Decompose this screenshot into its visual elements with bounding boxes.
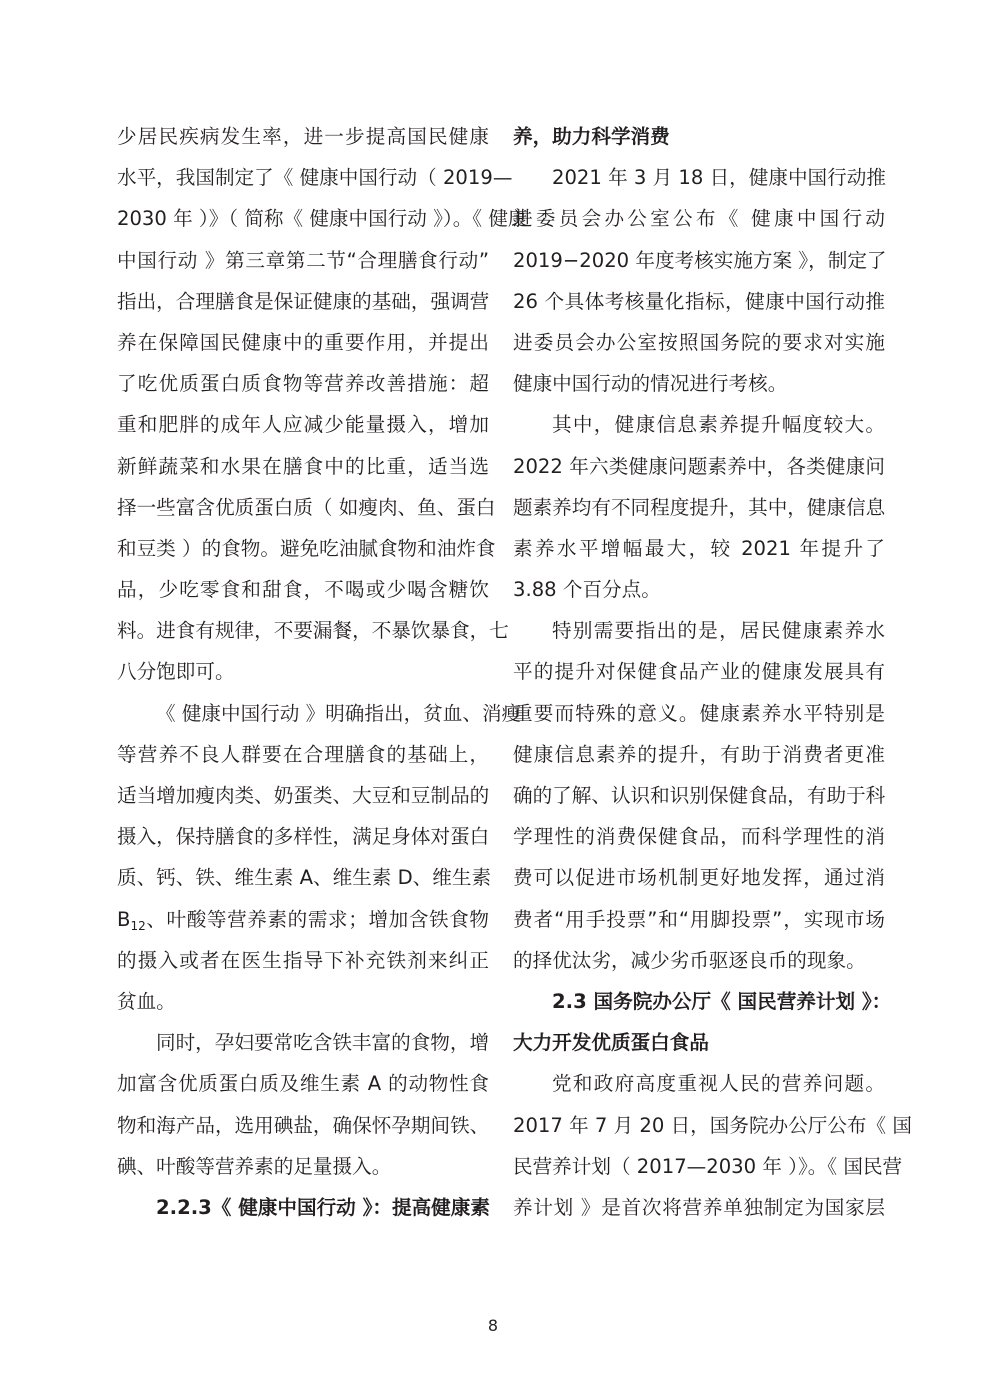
text-line: 了吃优质蛋白质食物等营养改善措施：超	[117, 372, 489, 396]
text-line: 养在保障国民健康中的重要作用，并提出	[117, 330, 489, 354]
text-line: 少居民疾病发生率，进一步提高国民健康	[117, 125, 489, 148]
text-line: 和豆类 ）的食物。避免吃油腻食物和油炸食	[117, 536, 496, 560]
text-line: 确的了解、认识和识别保健食品，有助于科	[513, 784, 886, 807]
paragraph	[513, 610, 885, 981]
text-line	[117, 899, 489, 940]
text-line: 碘、叶酸等营养素的足量摄入。	[117, 1154, 392, 1178]
text-line: 同时，孕妇要常吃含铁丰富的食物，增	[156, 1031, 490, 1055]
text-line: 八分饱即可。	[117, 660, 235, 684]
text-line: 重和肥胖的成年人应减少能量摄入，增加	[117, 413, 489, 437]
text-line: 2022 年六类健康问题素养中，各类健康问	[513, 454, 885, 478]
text-line: 指出，合理膳食是保证健康的基础，强调营	[117, 289, 490, 313]
text-line: 其中，健康信息素养提升幅度较大。	[552, 413, 885, 437]
text-line: 2021 年 3 月 18 日，健康中国行动推	[552, 166, 886, 190]
text-line: 健康中国行动的情况进行考核。	[513, 372, 788, 396]
paragraph	[117, 693, 522, 1023]
text-line: 质、钙、铁、维生素 A、维生素 D、维生素	[117, 866, 492, 890]
text-line: 费者“用手投票”和“用脚投票”，实现市场	[513, 907, 885, 931]
text-line: 择一些富含优质蛋白质（ 如瘦肉、鱼、蛋白	[117, 495, 496, 519]
paragraph	[513, 1063, 912, 1228]
text-line: 品，少吃零食和甜食，不喝或少喝含糖饮	[117, 578, 489, 602]
left-column	[117, 116, 528, 1228]
text-line: 加富含优质蛋白质及维生素 A 的动物性食	[117, 1072, 489, 1096]
text-line: 等营养不良人群要在合理膳食的基础上，	[117, 742, 489, 766]
text-line: 进委员会办公室按照国务院的要求对实施	[513, 330, 885, 354]
text-line: 中国行动 》第三章第二节“合理膳食行动”	[117, 248, 489, 272]
text-line: 的择优汰劣，减少劣币驱逐良币的现象。	[513, 948, 866, 972]
text-line: 适当增加瘦肉类、奶蛋类、大豆和豆制品的	[117, 784, 490, 807]
page-number: 8	[487, 1316, 499, 1335]
text-line: 进委员会办公室公布《 健康中国行动	[513, 207, 885, 231]
text-line: 2030 年 ）》（ 简称《 健康中国行动 》）。《 健康	[117, 207, 528, 231]
paragraph	[513, 404, 885, 610]
right-column	[513, 116, 912, 1228]
subscript: 12	[130, 918, 146, 933]
text-line: 费可以促进市场机制更好地发挥，通过消	[513, 866, 885, 890]
heading-line: 2.3 国务院办公厅《 国民营养计划 》：	[552, 989, 892, 1013]
text-line: 《 健康中国行动 》明确指出，贫血、消瘦	[156, 701, 522, 725]
text-line: 26 个具体考核量化指标，健康中国行动推	[513, 289, 885, 313]
section-heading: 2.2.3《 健康中国行动 》：提高健康素	[156, 1195, 490, 1219]
text-line: 健康信息素养的提升，有助于消费者更准	[513, 742, 885, 766]
text-line: 的摄入或者在医生指导下补充铁剂来纠正	[117, 948, 489, 972]
section-heading-continued: 养，助力科学消费	[513, 125, 670, 148]
text-line: 料。进食有规律，不要漏餐，不暴饮暴食，七	[117, 619, 509, 643]
text-line: 3.88 个百分点。	[513, 578, 661, 602]
text-fragment: 、叶酸等营养素的需求；增加含铁食物	[145, 907, 489, 931]
heading-line: 大力开发优质蛋白食品	[513, 1031, 709, 1055]
text-line: 贫血。	[117, 989, 176, 1013]
text-line: 党和政府高度重视人民的营养问题。	[552, 1072, 885, 1096]
text-line: 新鲜蔬菜和水果在膳食中的比重，适当选	[117, 454, 489, 478]
text-line: 2019−2020 年度考核实施方案 》，制定了	[513, 248, 887, 272]
text-line: 重要而特殊的意义。健康素养水平特别是	[513, 701, 885, 725]
text-line: 学理性的消费保健食品，而科学理性的消	[513, 825, 885, 849]
text-line: 题素养均有不同程度提升，其中，健康信息	[513, 495, 886, 519]
text-line: 特别需要指出的是，居民健康素养水	[552, 619, 885, 643]
paragraph	[117, 1022, 489, 1187]
text-line: 水平，我国制定了《 健康中国行动（ 2019—	[117, 166, 513, 190]
text-line: 物和海产品，选用碘盐，确保怀孕期间铁、	[117, 1113, 490, 1137]
paragraph	[117, 116, 528, 693]
text-line: 2017 年 7 月 20 日，国务院办公厅公布《 国	[513, 1113, 912, 1137]
paragraph	[513, 157, 885, 404]
vitamin-b-letter: B	[117, 907, 131, 931]
text-line: 素养水平增幅最大，较 2021 年提升了	[513, 536, 885, 560]
text-line: 养计划 》是首次将营养单独制定为国家层	[513, 1195, 885, 1219]
section-heading	[513, 981, 892, 1063]
text-line: 民营养计划（ 2017—2030 年 ）》。《 国民营	[513, 1154, 903, 1178]
text-line: 摄入，保持膳食的多样性，满足身体对蛋白	[117, 825, 490, 849]
text-line: 平的提升对保健食品产业的健康发展具有	[513, 660, 885, 684]
